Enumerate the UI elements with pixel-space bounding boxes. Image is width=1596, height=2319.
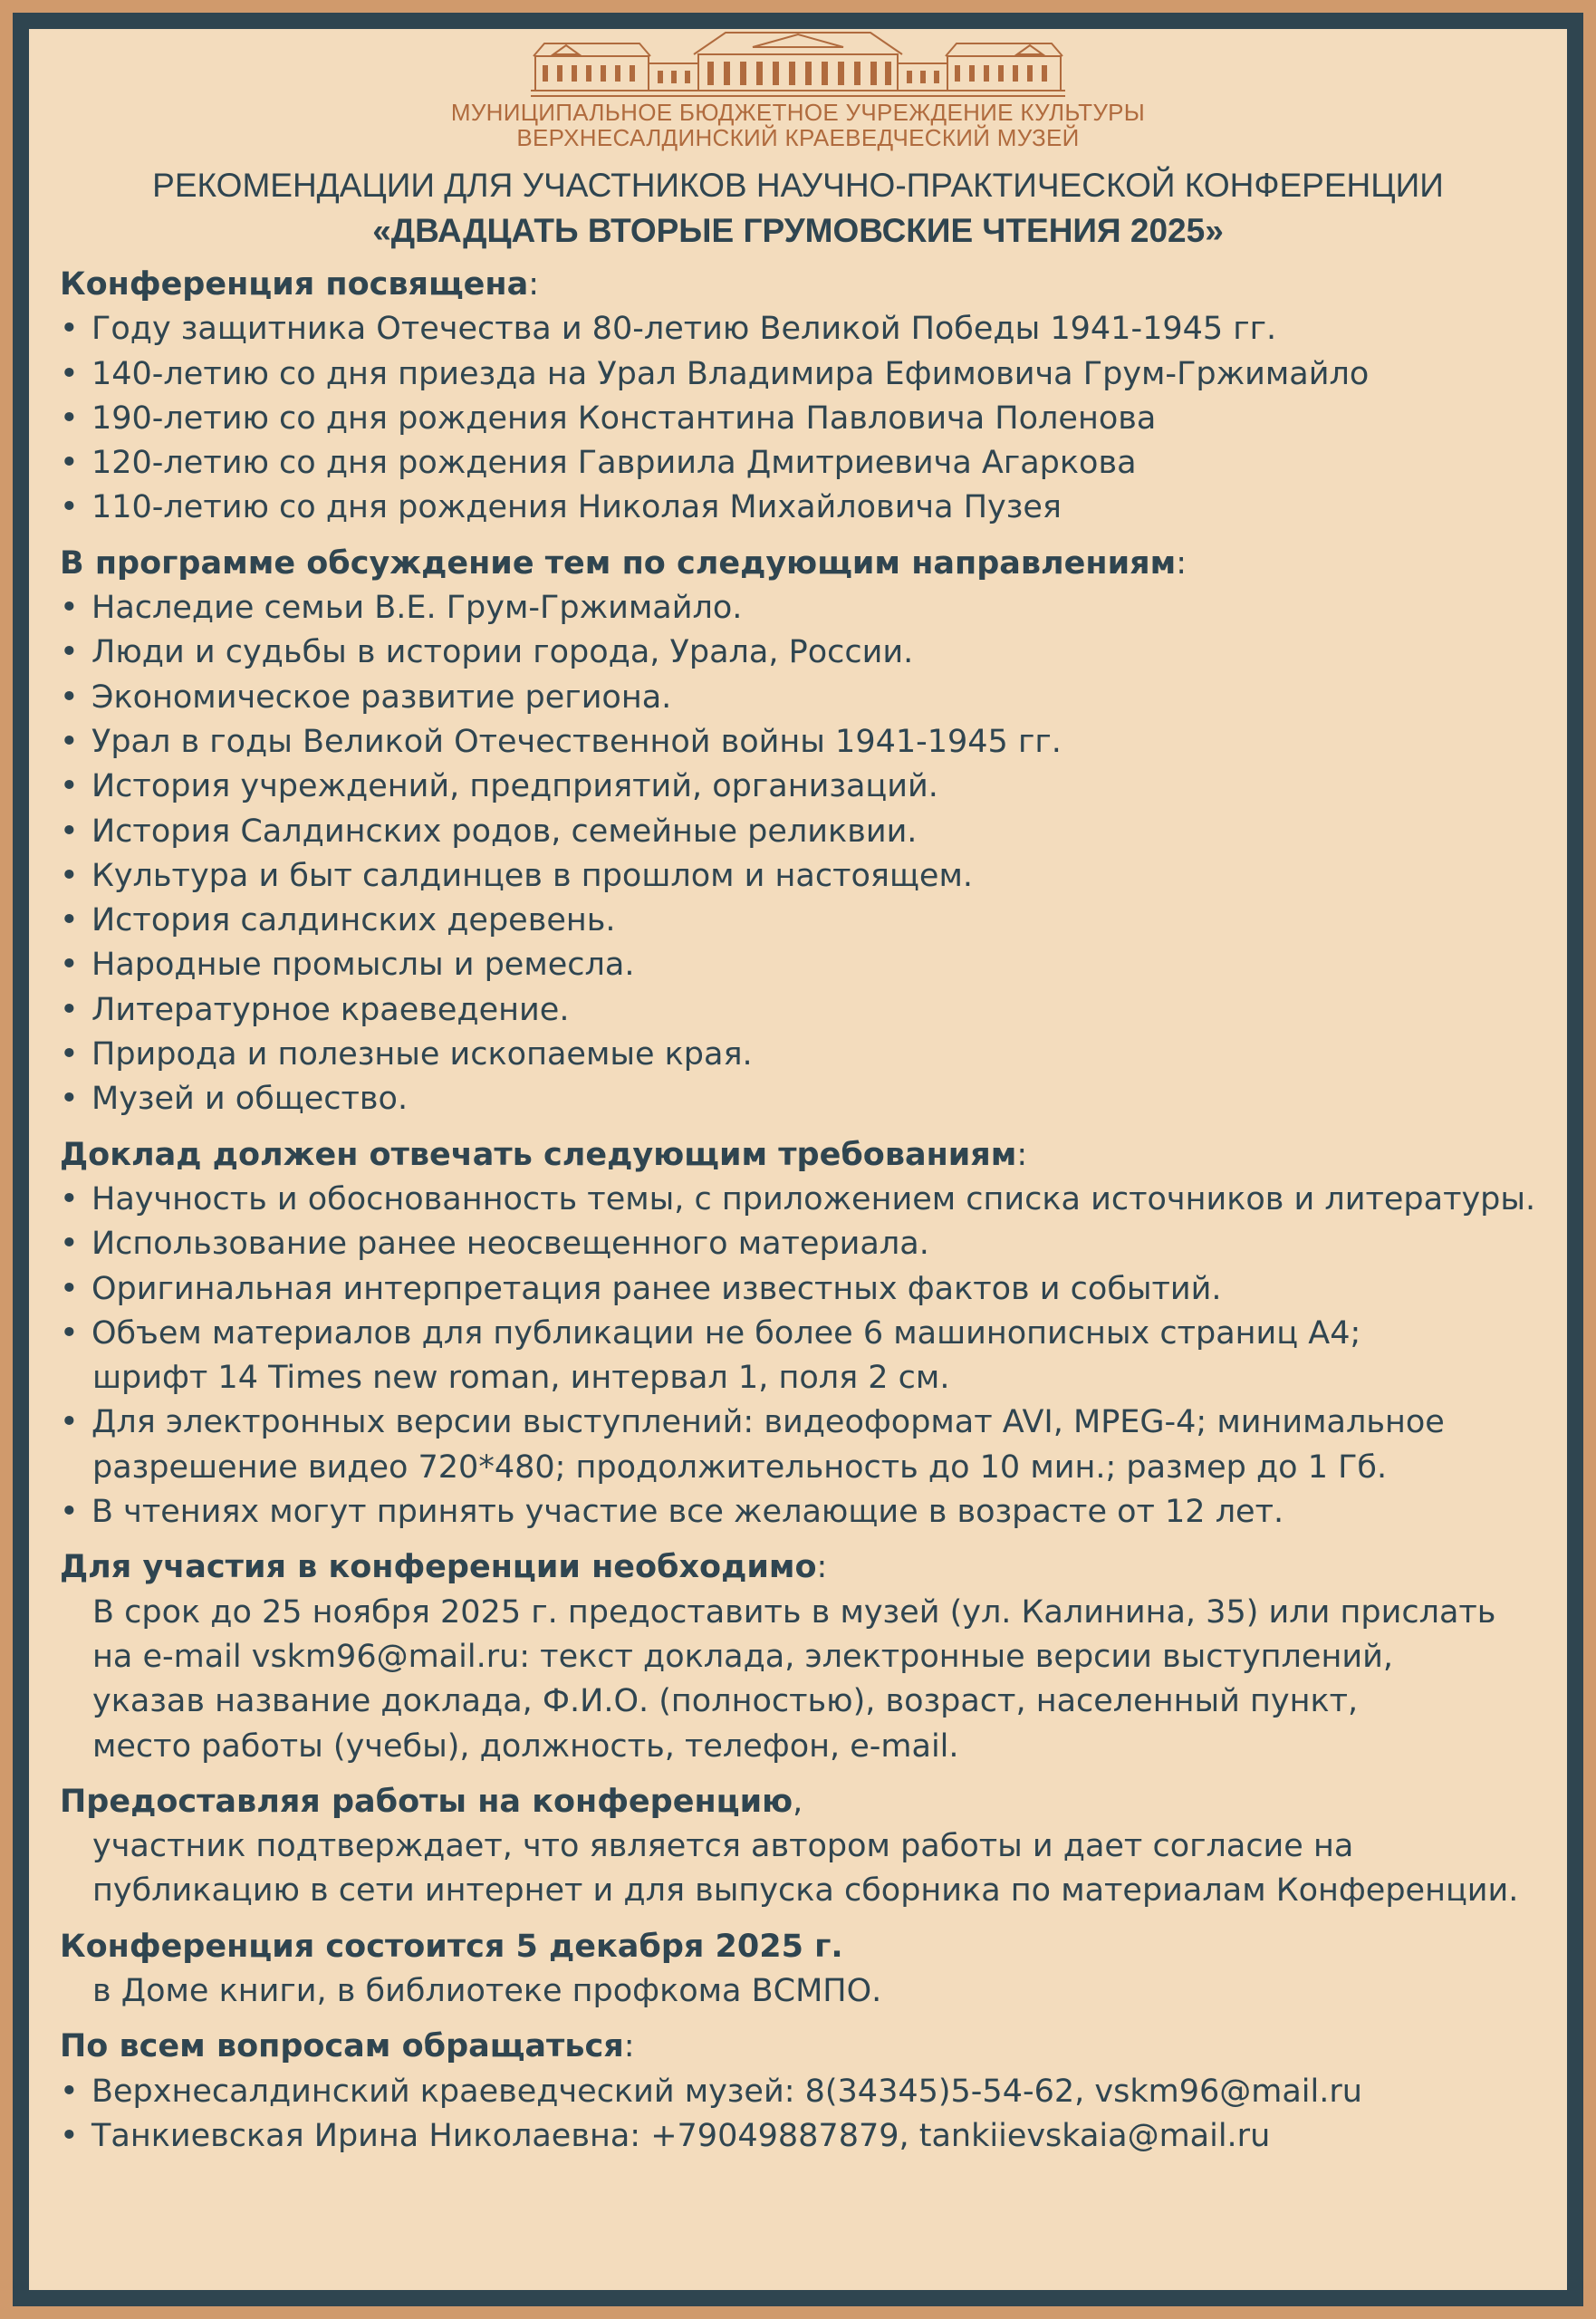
list-item: • Урал в годы Великой Отечественной войны 1941-1945 гг. [60,720,1563,765]
poster-header [0,27,1596,150]
section-heading: Доклад должен отвечать следующим требованиям: [60,1136,1028,1173]
list-item: • История салдинских деревень. [60,899,1563,943]
list-item: • Литературное краеведение. [60,988,1563,1033]
list-item: • Наследие семьи В.Е. Грум-Гржимайло. [60,586,1563,630]
paragraph-line: В срок до 25 ноября 2025 г. предоставить в музей (ул. Калинина, 35) или прислать [92,1593,1496,1631]
list-item: • История Салдинских родов, семейные реликвии. [60,810,1563,854]
section-heading: Конференция посвящена: [60,266,540,303]
list-item: • Научность и обоснованность темы, с приложением списка источников и литературы. [60,1178,1563,1222]
section-contacts [60,2025,1563,2159]
section-heading: По всем вопросам обращаться: [60,2028,635,2065]
section-heading: Для участия в конференции необходимо: [60,1549,828,1586]
paragraph-line: участник подтверждает, что является автором работы и дает согласие на [92,1828,1354,1865]
museum-building-icon [526,27,1070,100]
contact-item: • Верхнесалдинский краеведческий музей: 8(34345)5-54-62, vskm96@mail.ru [60,2070,1563,2114]
org-name-line-2: ВЕРХНЕСАЛДИНСКИЙ КРАЕВЕДЧЕСКИЙ МУЗЕЙ [516,124,1080,151]
list-item: • Оригинальная интерпретация ранее известных фактов и событий. [60,1267,1563,1312]
poster-title [0,163,1596,254]
section-dedication [60,263,1563,531]
paragraph-line: публикацию в сети интернет и для выпуска сборника по материалам Конференции. [92,1872,1519,1910]
list-item: • Музей и общество. [60,1077,1563,1121]
list-item: • Экономическое развитие региона. [60,676,1563,720]
section-consent [60,1780,1563,1914]
list-item: • Природа и полезные ископаемые края. [60,1033,1563,1077]
section-heading: Конференция состоится 5 декабря 2025 г. [60,1928,843,1965]
paragraph-line: на e-mail vskm96@mail.ru: текст доклада, электронные версии выступлений, [92,1638,1393,1675]
section-requirements [60,1133,1563,1535]
list-item: • Культура и быт салдинцев в прошлом и настоящем. [60,854,1563,899]
list-item: • История учреждений, предприятий, организаций. [60,765,1563,809]
list-item: • Году защитника Отечества и 80-летию Великой Победы 1941-1945 гг. [60,307,1563,351]
list-item: • Народные промыслы и ремесла. [60,943,1563,987]
list-item: • 190-летию со дня рождения Константина Павловича Поленова [60,397,1563,441]
poster-content [60,263,1563,2170]
section-participation [60,1545,1563,1768]
section-program [60,542,1563,1122]
contact-item: • Танкиевская Ирина Николаевна: +79049887879, tankiievskaia@mail.ru [60,2114,1563,2159]
list-item: • В чтениях могут принять участие все желающие в возрасте от 12 лет. [60,1490,1563,1535]
title-line-2: «ДВАДЦАТЬ ВТОРЫЕ ГРУМОВСКИЕ ЧТЕНИЯ 2025» [372,212,1224,249]
paragraph-line: в Доме книги, в библиотеке профкома ВСМПО. [92,1972,882,2009]
list-item: • 120-летию со дня рождения Гавриила Дмитриевича Агаркова [60,441,1563,486]
section-date [60,1925,1563,2015]
list-item: • 110-летию со дня рождения Николая Михайловича Пузея [60,486,1563,530]
title-line-1: РЕКОМЕНДАЦИИ ДЛЯ УЧАСТНИКОВ НАУЧНО-ПРАКТИЧЕСКОЙ КОНФЕРЕНЦИИ [152,167,1444,204]
org-name-line-1: МУНИЦИПАЛЬНОЕ БЮДЖЕТНОЕ УЧРЕЖДЕНИЕ КУЛЬТУРЫ [450,99,1146,126]
list-item-continuation: разрешение видео 720*480; продолжительность до 10 мин.; размер до 1 Гб. [92,1448,1388,1486]
list-item: • 140-летию со дня приезда на Урал Владимира Ефимовича Грум-Гржимайло [60,352,1563,397]
paragraph-line: указав название доклада, Ф.И.О. (полностью), возраст, населенный пункт, [92,1683,1359,1720]
section-heading: В программе обсуждение тем по следующим направлениям: [60,544,1187,582]
paragraph-line: место работы (учебы), должность, телефон, e-mail. [92,1727,959,1765]
list-item: • Люди и судьбы в истории города, Урала, России. [60,630,1563,675]
list-item-continuation: шрифт 14 Times new roman, интервал 1, поля 2 см. [92,1360,950,1397]
list-item: • Для электронных версии выступлений: видеоформат AVI, MPEG-4; минимальное [60,1400,1563,1445]
section-heading: Предоставляя работы на конференцию, [60,1783,803,1820]
list-item: • Использование ранее неосвещенного материала. [60,1222,1563,1266]
list-item: • Объем материалов для публикации не более 6 машинописных страниц А4; [60,1312,1563,1356]
